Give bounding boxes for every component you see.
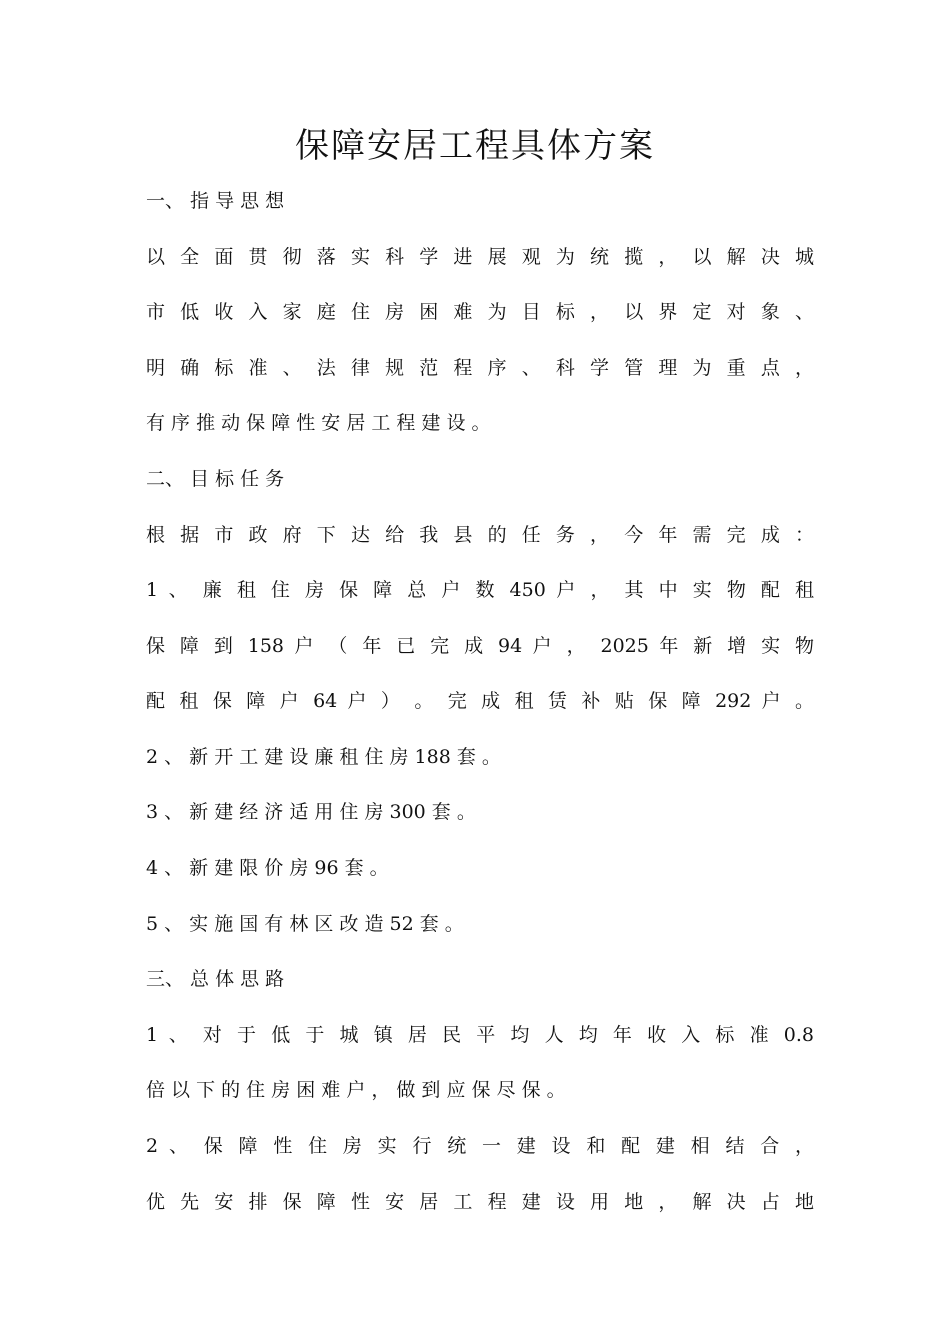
list-item: 1 、 廉 租 住 房 保 障 总 户 数 450 户 ， 其 中 实 物 配 租 xyxy=(146,579,814,601)
paragraph-line: 根 据 市 政 府 下 达 给 我 县 的 任 务 ， 今 年 需 完 成 ： xyxy=(146,524,814,546)
list-item: 2 、 新 开 工 建 设 廉 租 住 房 188 套 。 xyxy=(146,746,501,768)
heading-goals-tasks: 二、 目 标 任 务 xyxy=(146,468,285,490)
paragraph-line: 配 租 保 障 户 64 户 ） 。 完 成 租 赁 补 贴 保 障 292 户 。 xyxy=(146,690,814,712)
paragraph-line: 市 低 收 入 家 庭 住 房 困 难 为 目 标 ， 以 界 定 对 象 、 xyxy=(146,301,814,323)
list-item: 2 、 保 障 性 住 房 实 行 统 一 建 设 和 配 建 相 结 合 ， xyxy=(146,1135,814,1157)
list-item: 1 、 对 于 低 于 城 镇 居 民 平 均 人 均 年 收 入 标 准 0.8 xyxy=(146,1024,814,1046)
paragraph-line: 保 障 到 158 户 （ 年 已 完 成 94 户 ， 2025 年 新 增 实 物 xyxy=(146,635,814,657)
paragraph-line: 优 先 安 排 保 障 性 安 居 工 程 建 设 用 地 ， 解 决 占 地 xyxy=(146,1191,814,1213)
document-title: 保障安居工程具体方案 xyxy=(295,126,655,166)
list-item: 3 、 新 建 经 济 适 用 住 房 300 套 。 xyxy=(146,801,476,823)
heading-overall-approach: 三、 总 体 思 路 xyxy=(146,968,285,990)
paragraph-line: 明 确 标 准 、 法 律 规 范 程 序 、 科 学 管 理 为 重 点 ， xyxy=(146,357,814,379)
paragraph-line: 以 全 面 贯 彻 落 实 科 学 进 展 观 为 统 揽 ， 以 解 决 城 xyxy=(146,246,814,268)
list-item: 4 、 新 建 限 价 房 96 套 。 xyxy=(146,857,389,879)
heading-guiding-thought: 一、 指 导 思 想 xyxy=(146,190,285,212)
paragraph-line: 倍 以 下 的 住 房 困 难 户 ， 做 到 应 保 尽 保 。 xyxy=(146,1079,566,1101)
list-item: 5 、 实 施 国 有 林 区 改 造 52 套 。 xyxy=(146,913,464,935)
paragraph-line: 有 序 推 动 保 障 性 安 居 工 程 建 设 。 xyxy=(146,412,491,434)
